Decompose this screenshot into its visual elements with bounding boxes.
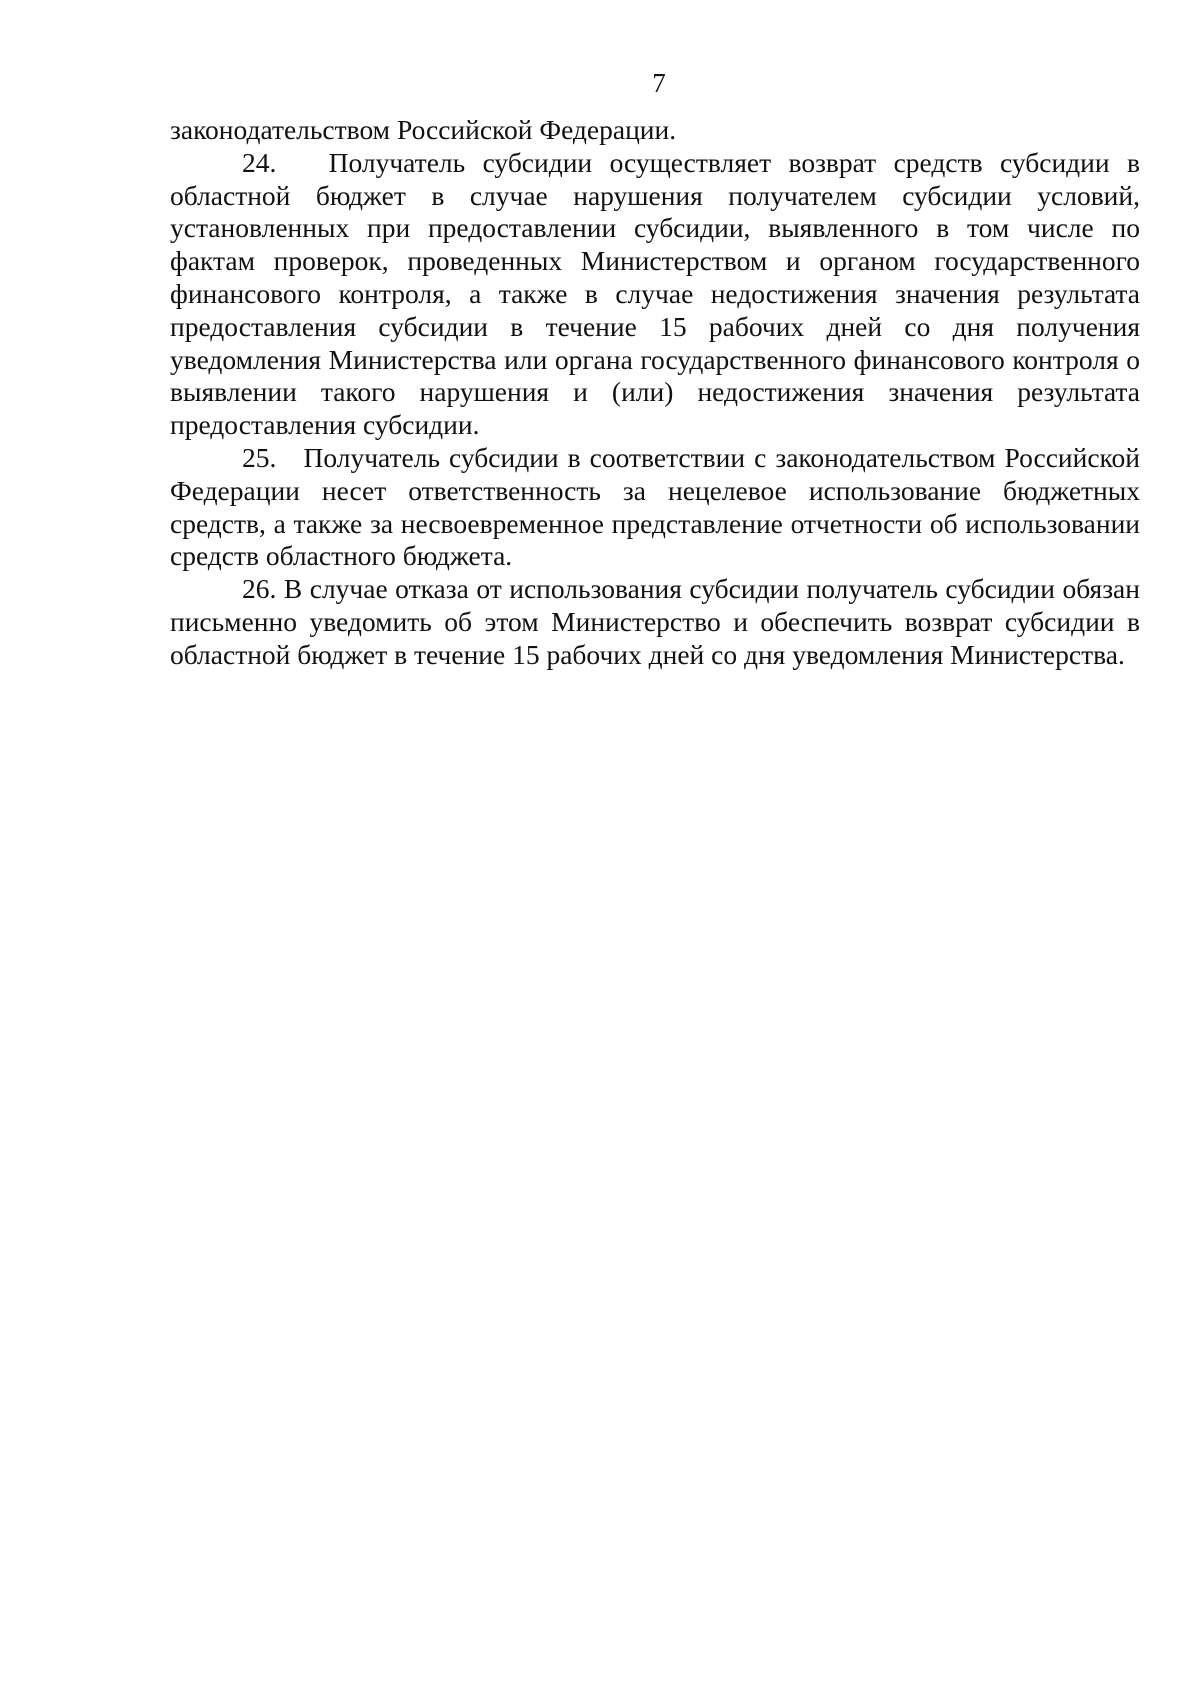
paragraph-item-24: 24. Получатель субсидии осуществляет возврат средств субсидии в областной бюджет в случае нарушения получателем субсидии условий, установленных при предоставлении субсидии, выявленного в том числе по фактам проверок, проведенных Министерством и органом государственного финансового контроля, а также в случае недостижения значения результата предоставления субсидии в течение 15 рабочих дней со дня получения уведомления Министерства или органа государственного финансового контроля о выявлении такого нарушения и (или) недостижения значения результата предоставления субсидии. [170, 146, 1140, 441]
paragraph-continuation: законодательством Российской Федерации. [170, 114, 677, 145]
paragraph-item-25: 25. Получатель субсидии в соответствии с законодательством Российской Федерации несет ответственность за нецелевое использование бюджетных средств, а также за несвоевременное представление отчетности об использовании средств областного бюджета. [170, 441, 1140, 572]
page-number: 7 [652, 68, 666, 98]
paragraph-item-26: 26. В случае отказа от использования субсидии получатель субсидии обязан письменно уведомить об этом Министерство и обеспечить возврат субсидии в областной бюджет в течение 15 рабочих дней со дня уведомления Министерства. [170, 573, 1140, 670]
document-body [170, 114, 1140, 672]
